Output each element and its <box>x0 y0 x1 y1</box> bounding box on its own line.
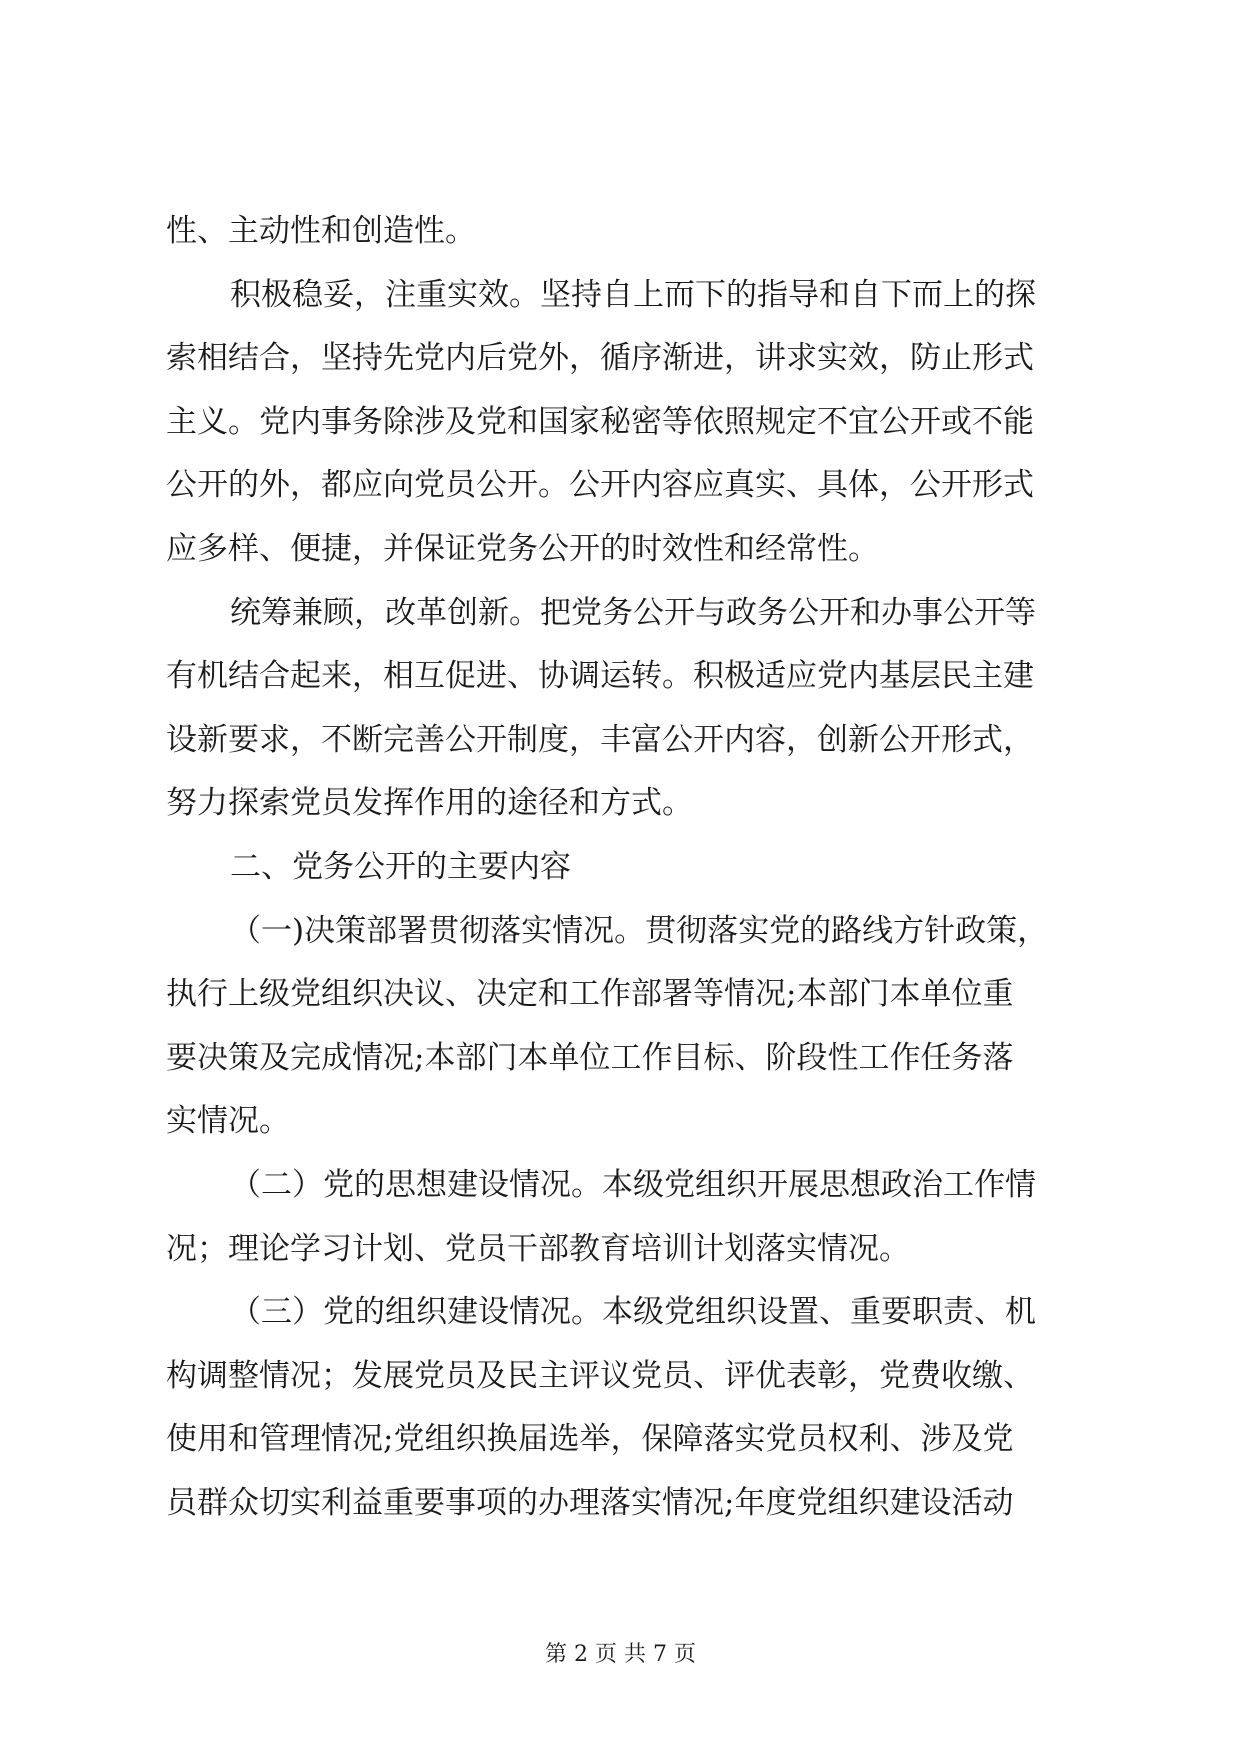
text-line: 努力探索党员发挥作用的途径和方式。 <box>166 785 693 822</box>
text-line: 主义。党内事务除涉及党和国家秘密等依照规定不宜公开或不能 <box>166 403 1034 440</box>
document-body <box>166 200 1086 1535</box>
text-line: 设新要求，不断完善公开制度，丰富公开内容，创新公开形式， <box>166 721 1034 758</box>
text-line: （一)决策部署贯彻落实情况。贯彻落实党的路线方针政策， <box>230 912 1049 949</box>
text-line: （二）党的思想建设情况。本级党组织开展思想政治工作情 <box>230 1166 1036 1203</box>
text-line: 积极稳妥，注重实效。坚持自上而下的指导和自下而上的探 <box>230 276 1036 313</box>
text-line: 况；理论学习计划、党员干部教育培训计划落实情况。 <box>166 1230 910 1267</box>
text-line: （三）党的组织建设情况。本级党组织设置、重要职责、机 <box>230 1294 1036 1331</box>
text-line: 构调整情况；发展党员及民主评议党员、评优表彰，党费收缴、 <box>166 1357 1034 1394</box>
text-line: 统筹兼顾，改革创新。把党务公开与政务公开和办事公开等 <box>230 594 1036 631</box>
text-line: 公开的外，都应向党员公开。公开内容应真实、具体，公开形式 <box>166 467 1034 504</box>
text-line: 应多样、便捷，并保证党务公开的时效性和经常性。 <box>166 530 879 567</box>
text-line: 要决策及完成情况;本部门本单位工作目标、阶段性工作任务落 <box>166 1039 1014 1076</box>
text-line: 二、党务公开的主要内容 <box>230 848 571 885</box>
text-line: 执行上级党组织决议、决定和工作部署等情况;本部门本单位重 <box>166 976 1014 1013</box>
text-line: 有机结合起来，相互促进、协调运转。积极适应党内基层民主建 <box>166 658 1034 695</box>
text-line: 使用和管理情况;党组织换届选举，保障落实党员权利、涉及党 <box>166 1421 1014 1458</box>
text-line: 实情况。 <box>166 1103 290 1140</box>
text-line: 性、主动性和创造性。 <box>166 213 476 249</box>
text-line: 员群众切实利益重要事项的办理落实情况;年度党组织建设活动 <box>166 1484 1014 1521</box>
text-line: 索相结合，坚持先党内后党外，循序渐进，讲求实效，防止形式 <box>166 340 1034 377</box>
page-number-footer: 第 2 页 共 7 页 <box>545 1642 696 1667</box>
